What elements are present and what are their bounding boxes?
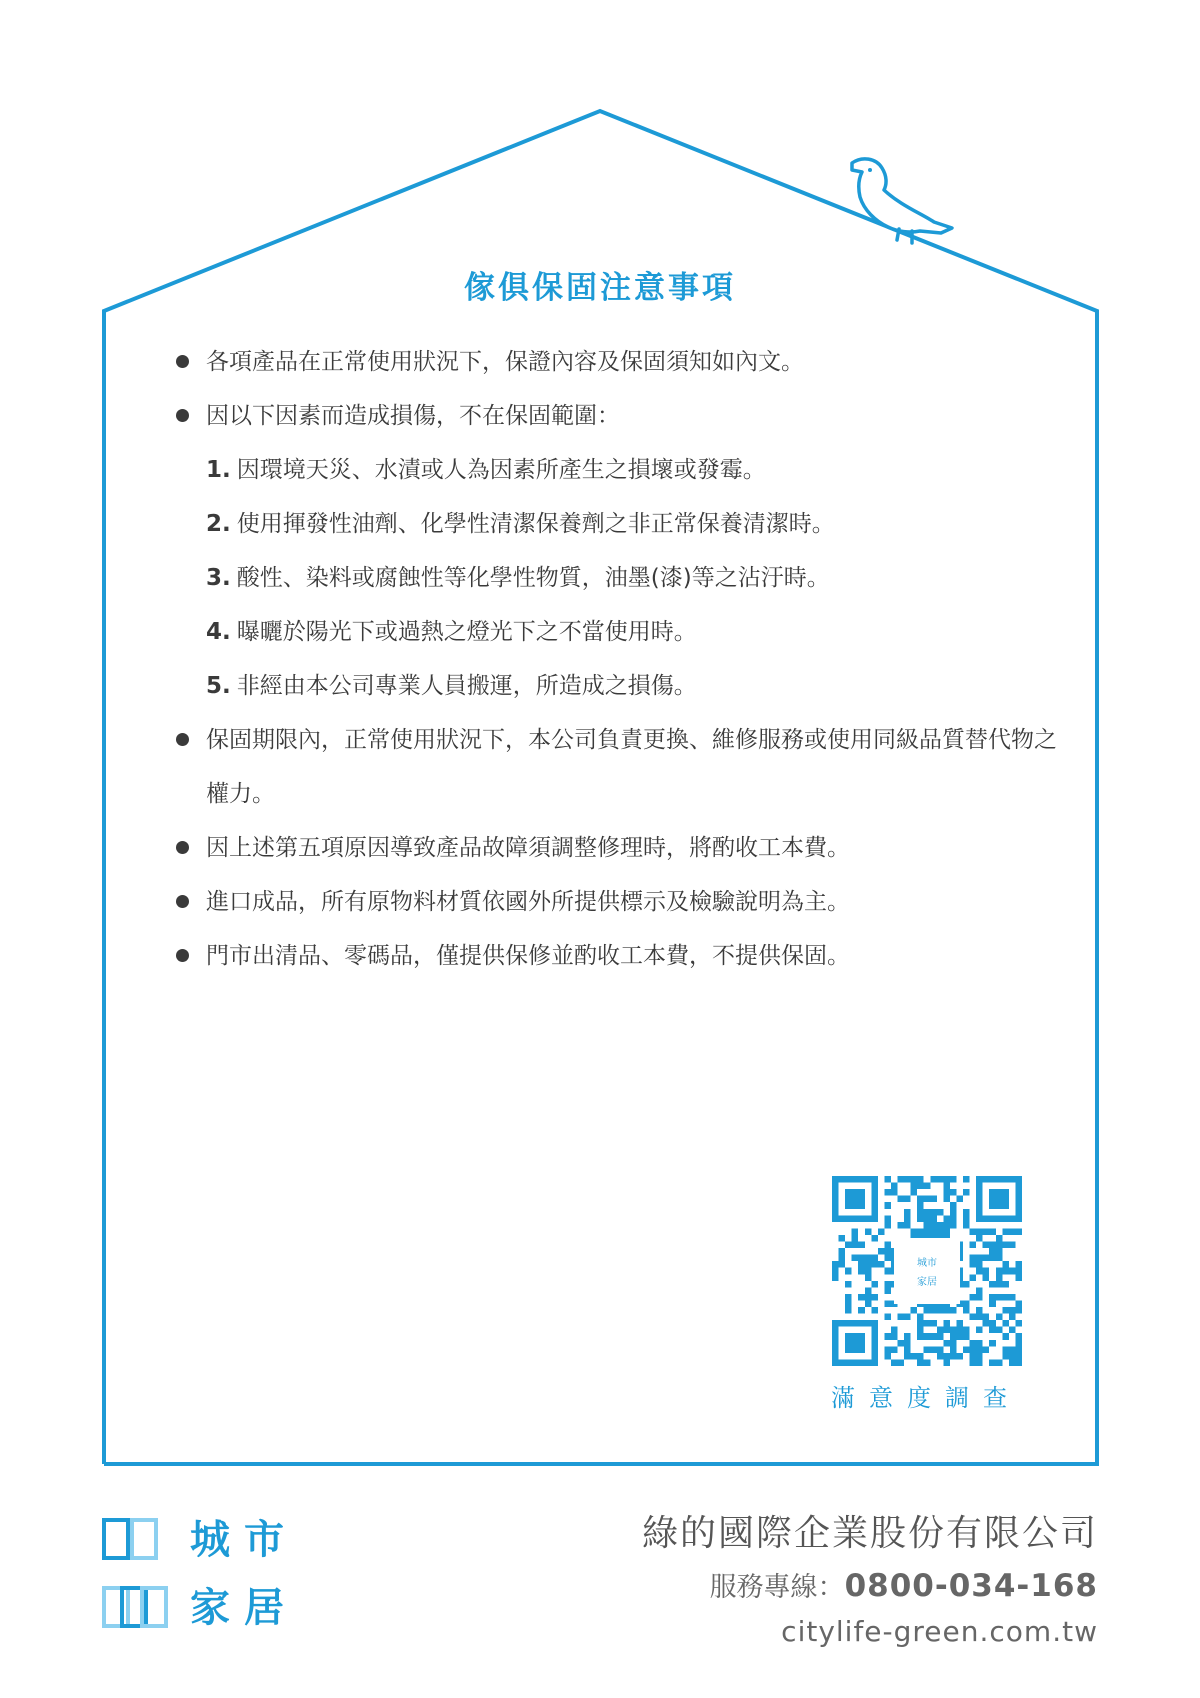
list-item: 門市出清品、零碼品，僅提供保修並酌收工本費，不提供保固。 (174, 929, 1074, 983)
sub-item-text: 非經由本公司專業人員搬運，所造成之損傷。 (236, 673, 697, 699)
sub-item-number: 4. (206, 619, 231, 645)
list-item: 因以下因素而造成損傷，不在保固範圍： (174, 389, 1074, 443)
list-item: 保固期限內，正常使用狀況下，本公司負責更換、維修服務或使用同級品質替代物之權力。 (174, 713, 1066, 821)
sub-item-text: 使用揮發性油劑、化學性清潔保養劑之非正常保養清潔時。 (236, 511, 835, 537)
logo-icon (102, 1582, 166, 1626)
sub-item (174, 497, 1074, 551)
sub-item (174, 551, 1074, 605)
sub-item-number: 1. (206, 457, 231, 483)
bird-icon (852, 159, 952, 243)
sub-item-text: 曝曬於陽光下或過熱之燈光下之不當使用時。 (236, 619, 697, 645)
logo-text: 家居 (190, 1584, 298, 1631)
service-hotline (710, 1565, 1098, 1604)
sub-item (174, 605, 1074, 659)
page-title: 傢俱保固注意事項 (464, 270, 736, 306)
warranty-list (174, 335, 1074, 983)
sub-item (174, 659, 1074, 713)
logo-icon (102, 1514, 166, 1558)
qr-center-text: 城市 (917, 1258, 937, 1269)
company-name: 綠的國際企業股份有限公司 (641, 1513, 1098, 1554)
sub-item-number: 3. (206, 565, 231, 591)
qr-center-text: 家居 (917, 1277, 937, 1288)
sub-item-number: 2. (206, 511, 231, 537)
sub-item-text: 酸性、染料或腐蝕性等化學性物質，油墨(漆)等之沾汙時。 (236, 565, 830, 591)
sub-item-text: 因環境天災、水漬或人為因素所產生之損壞或發霉。 (236, 457, 766, 483)
qr-center-logo (894, 1238, 960, 1304)
logo-text: 城市 (190, 1516, 298, 1563)
sub-item-number: 5. (206, 673, 231, 699)
survey-caption: 滿意度調查 (831, 1384, 1021, 1412)
hotline-label: 服務專線： (709, 1572, 845, 1603)
list-item: 進口成品，所有原物料材質依國外所提供標示及檢驗說明為主。 (174, 875, 1074, 929)
qr-code-icon[interactable] (832, 1176, 1022, 1366)
hotline-number[interactable]: 0800-034-168 (844, 1568, 1098, 1604)
sub-item (174, 443, 1074, 497)
list-item: 各項產品在正常使用狀況下，保證內容及保固須知如內文。 (174, 335, 1074, 389)
list-item: 因上述第五項原因導致產品故障須調整修理時，將酌收工本費。 (174, 821, 1074, 875)
brand-logo (102, 1506, 298, 1642)
website-link[interactable]: citylife-green.com.tw (781, 1615, 1098, 1648)
